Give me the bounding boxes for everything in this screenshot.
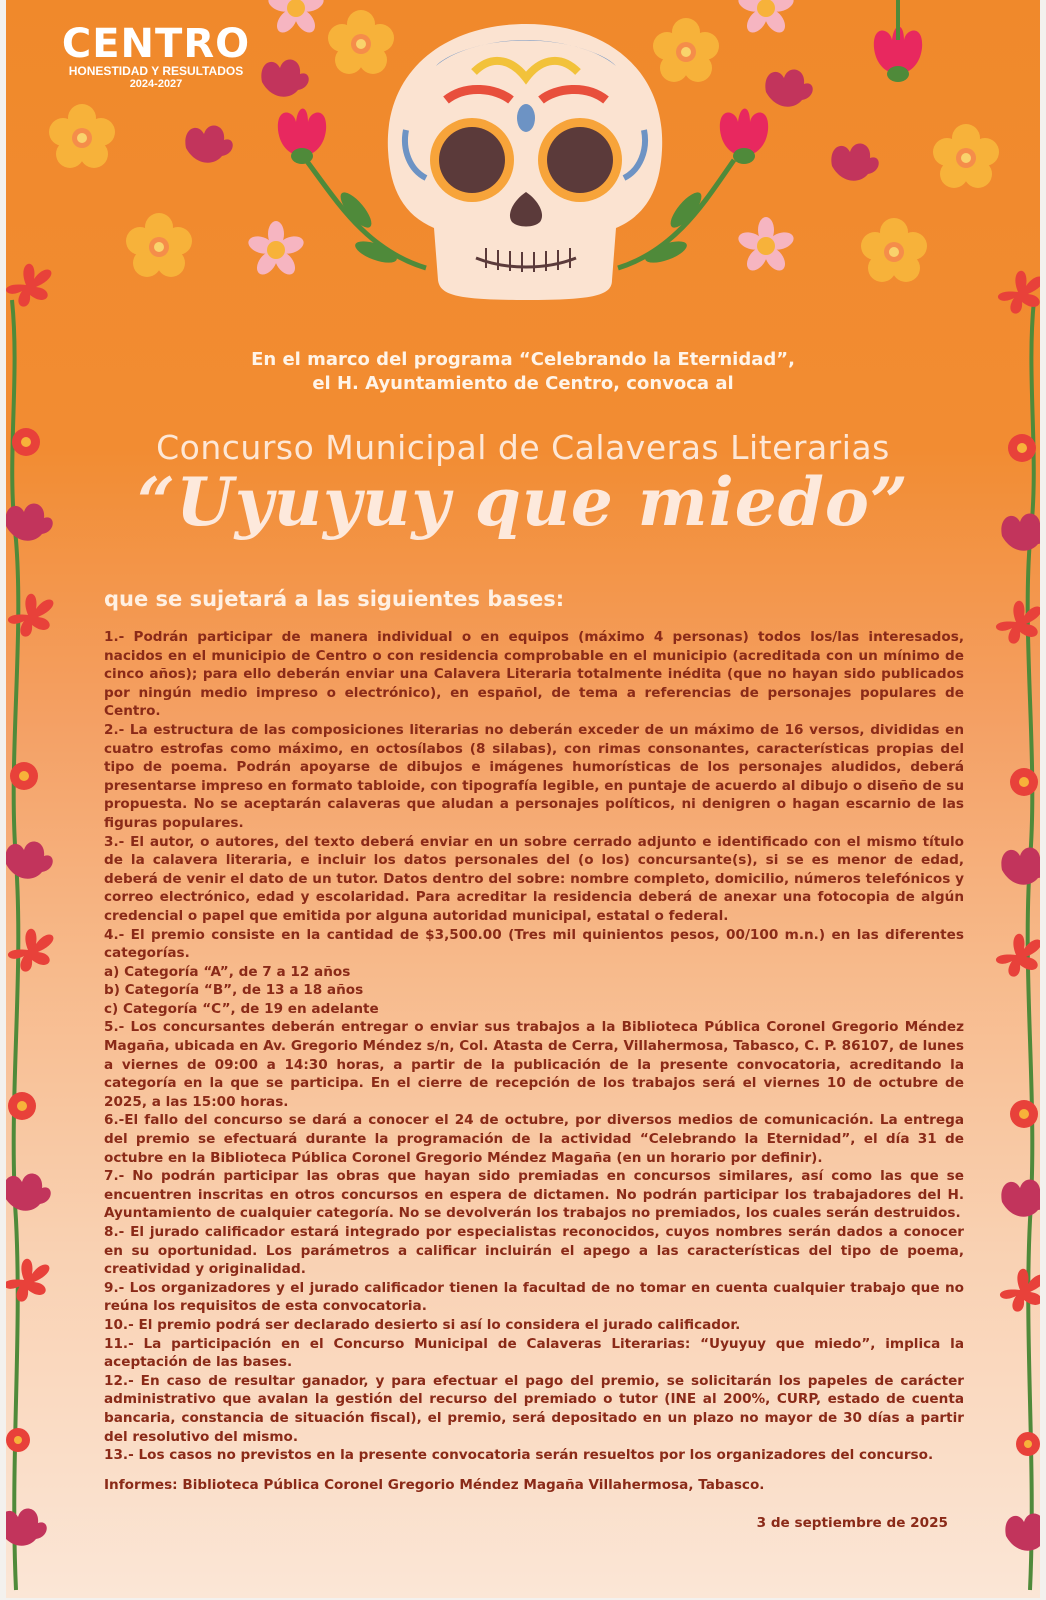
logo-wordmark: CENTRO [61, 21, 251, 67]
informes-text: Informes: Biblioteca Pública Coronel Gregorio Méndez Magaña Villahermosa, Tabasco. [104, 1477, 765, 1493]
base-item: 1.- Podrán participar de manera individual o en equipos (máximo 4 personas) todos los/las interesados, nacidos en el municipio de Centro o con residencia comprobable en el municipio (acreditada con un mínimo de cinco años); para ello deberán enviar una Calavera Literaria totalmente inédita (que no hayan sido publicados por ningún medio impreso o electrónico), en español, de tema a referencias de personajes populares de Centro. [104, 629, 964, 720]
intro-line-1: En el marco del programa “Celebrando la Eternidad”, [251, 349, 795, 370]
base-item: 10.- El premio podrá ser declarado desierto si así lo considera el jurado calificador. [104, 1316, 741, 1333]
intro-line-2: el H. Ayuntamiento de Centro, convoca al [312, 373, 734, 394]
base-item: 4.- El premio consiste en la cantidad de $3,500.00 (Tres mil quinientos pesos, 00/100 m.n.) en las diferentes categorías. [104, 926, 964, 962]
category-item: a) Categoría “A”, de 7 a 12 años [104, 963, 351, 980]
base-item: 12.- En caso de resultar ganador, y para efectuar el pago del premio, se solicitarán los papeles de carácter administrativo que avalan la gestión del recurso del premiado o tutor (INE al 200%, CURP, estado de cuenta bancaria, constancia de situación fiscal), el premio, será depositado en un plazo no mayor de 30 días a partir del resolutivo del mismo. [104, 1372, 964, 1445]
base-item: 13.- Los casos no previstos en la presente convocatoria serán resueltos por los organizadores del concurso. [104, 1447, 934, 1464]
centro-logo [56, 21, 256, 91]
publication-date: 3 de septiembre de 2025 [756, 1515, 948, 1531]
intro-text [6, 348, 1040, 396]
base-item: 6.-El fallo del concurso se dará a conocer el 24 de octubre, por diversos medios de comunicación. La entrega del premio se efectuará durante la programación de la actividad “Celebrando la Eternidad”, el día 31 de octubre en la Biblioteca Pública Coronel Gregorio Méndez Magaña (en un horario por definir). [104, 1112, 964, 1166]
base-item: 3.- El autor, o autores, del texto deberá enviar en un sobre cerrado adjunto e identificado con el mismo título de la calavera literaria, e incluir los datos personales del (o los) concursante(s), si se es menor de edad, deberá de venir el dato de un tutor. Datos dentro del sobre: nombre completo, domicilio, números telefónicos y correo electrónico, edad y escolaridad. Para acreditar la residencia deberá de anexar una fotocopia de algún credencial o papel que emitida por alguna autoridad municipal, estatal o federal. [104, 833, 964, 924]
bases-list [104, 628, 964, 1465]
base-item: 5.- Los concursantes deberán entregar o enviar sus trabajos a la Biblioteca Pública Coronel Gregorio Méndez Magaña, ubicada en Av. Gregorio Méndez s/n, Col. Atasta de Cerra, Villahermosa, Tabasco, C. P. 86107, de lunes a viernes de 09:00 a 14:30 horas, a partir de la publicación de la presente convocatoria, acreditando la categoría en la que se participa. En el cierre de recepción de los trabajos será el viernes 10 de octubre de 2025, a las 15:00 horas. [104, 1019, 964, 1110]
logo-years: 2024-2027 [129, 78, 183, 90]
logo-tagline: HONESTIDAD Y RESULTADOS [68, 64, 244, 78]
contest-title: “Uyuyuy que miedo” [137, 463, 909, 541]
base-item: 2.- La estructura de las composiciones literarias no deberán exceder de un máximo de 16 versos, divididas en cuatro estrofas como máximo, en octosílabos (8 silabas), con rimas consonantes, características propias del tipo de poema. Podrán apoyarse de dibujos e imágenes humorísticas de los personajes aludidos, deberá presentarse impreso en formato tabloide, con tipografía legible, en puntaje de acuerdo al dibujo o diseño de su propuesta. No se aceptarán calaveras que aludan a personajes políticos, ni denigren o hagan escarnio de las figuras populares. [104, 721, 964, 831]
base-item: 7.- No podrán participar las obras que hayan sido premiadas en concursos similares, así como las que se encuentren inscritas en otros concursos en espera de dictamen. No podrán participar los trabajadores del H. Ayuntamiento de cualquier categoría. No se devolverán los trabajos no premiados, los cuales serán destruidos. [104, 1168, 964, 1222]
base-item: 9.- Los organizadores y el jurado calificador tienen la facultad de no tomar en cuenta cualquier trabajo que no reúna los requisitos de esta convocatoria. [104, 1279, 964, 1315]
base-item: 11.- La participación en el Concurso Municipal de Calaveras Literarias: “Uyuyuy que miedo”, implica la aceptación de las bases. [104, 1335, 964, 1371]
poster [6, 0, 1040, 1598]
category-item: c) Categoría “C”, de 19 en adelante [104, 1000, 379, 1017]
base-item: 8.- El jurado calificador estará integrado por especialistas reconocidos, cuyos nombres serán dados a conocer en su oportunidad. Los parámetros a calificar incluirán el apego a las características del tipo de poema, creatividad y originalidad. [104, 1224, 964, 1278]
sugar-skull-illustration [388, 24, 662, 300]
bases-heading: que se sujetará a las siguientes bases: [104, 587, 565, 611]
contest-subtitle: Concurso Municipal de Calaveras Literarias [156, 428, 890, 467]
category-item: b) Categoría “B”, de 13 a 18 años [104, 982, 364, 999]
